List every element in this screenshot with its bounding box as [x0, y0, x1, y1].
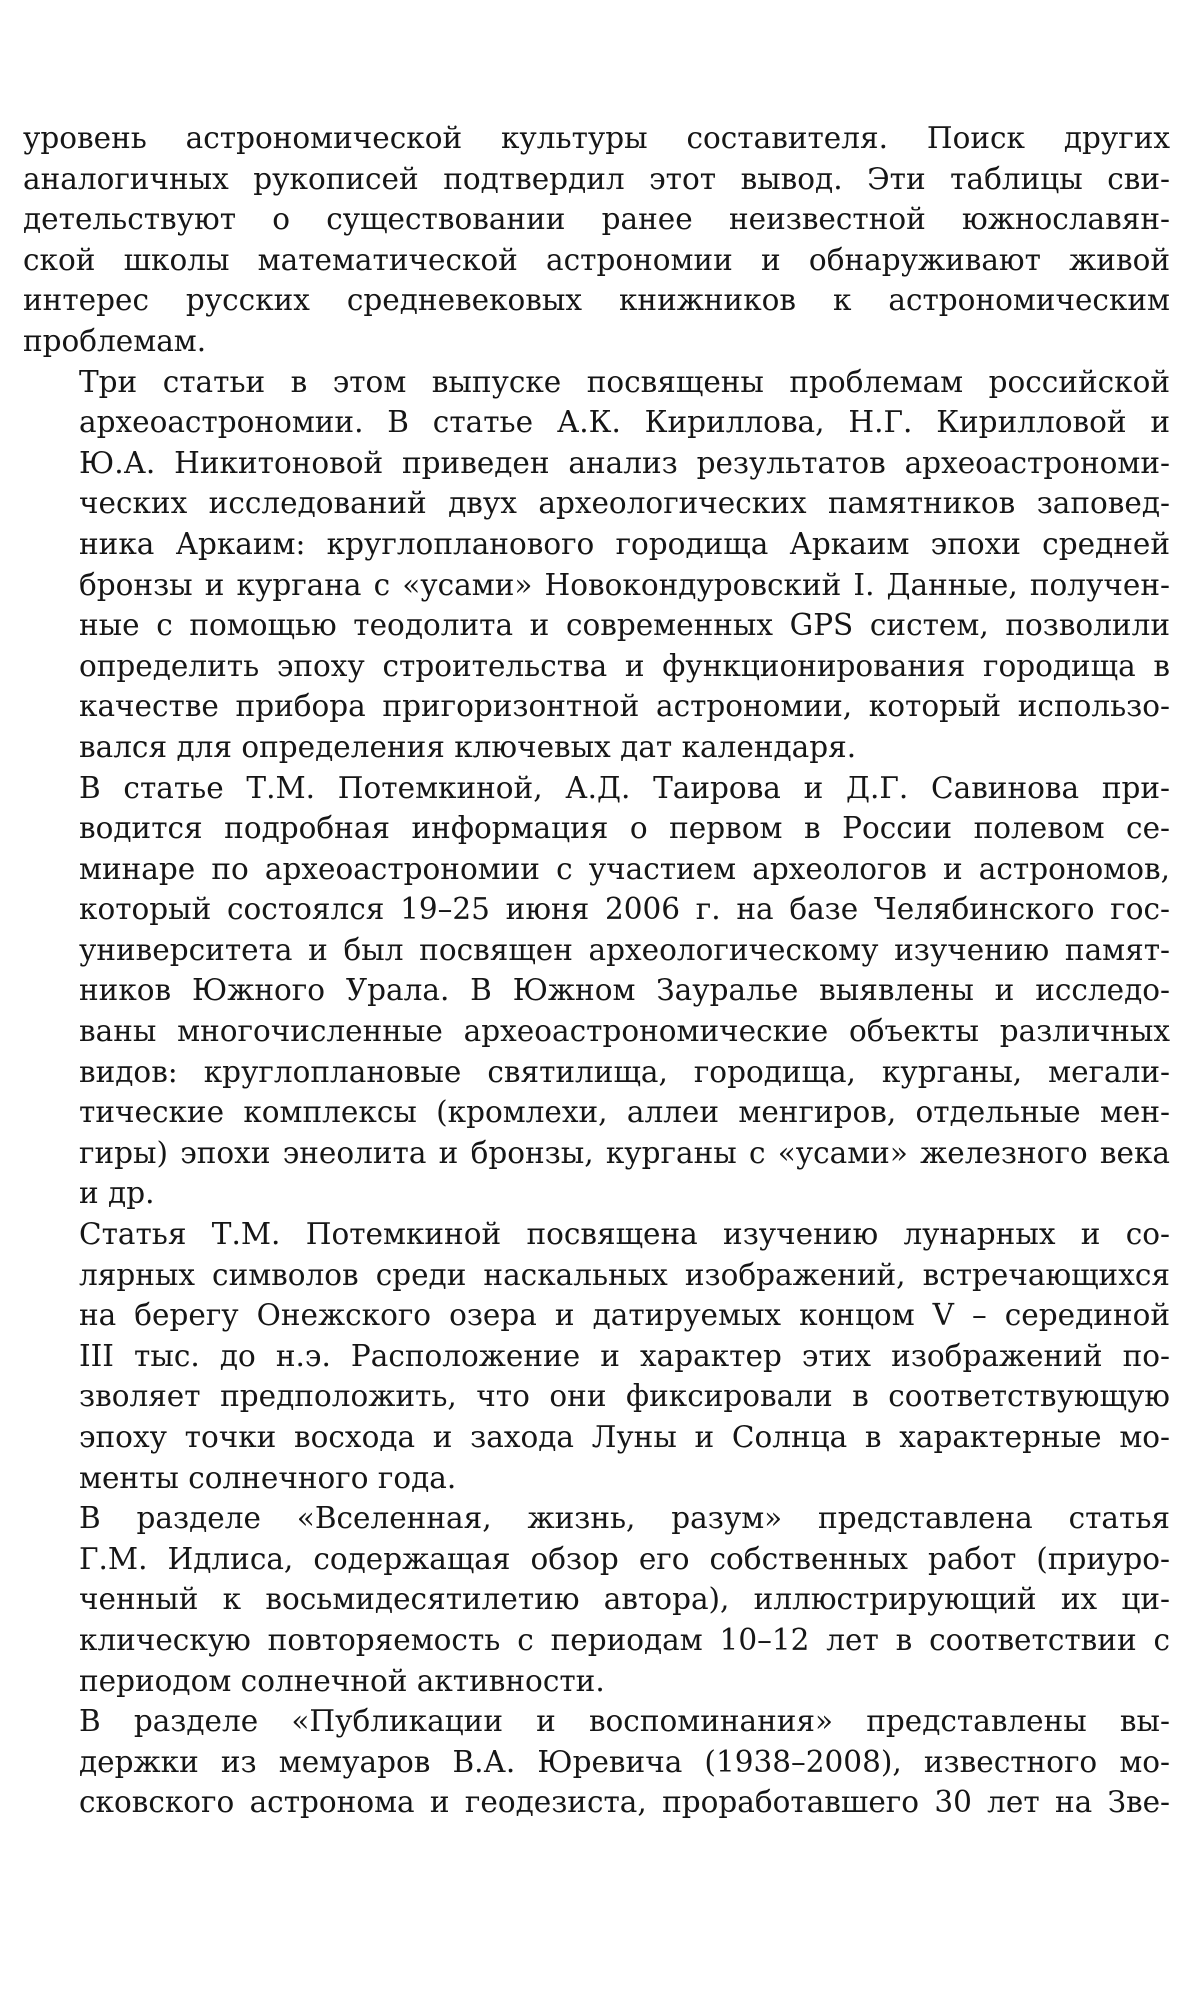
text-line: видов: круглоплановые святилища, городища, курганы, мегали- [79, 1054, 1170, 1089]
text-line: ченный к восьмидесятилетию автора), иллюстрирующий их ци- [79, 1582, 1170, 1617]
text-line: университета и был посвящен археологическому изучению памят- [79, 932, 1170, 967]
paragraph [23, 118, 1170, 362]
text-line: на берегу Онежского озера и датируемых концом V – серединой [79, 1298, 1170, 1333]
text-line: вался для определения ключевых дат календаря. [79, 729, 857, 764]
text-line: ные с помощью теодолита и современных GPS систем, позволили [79, 608, 1170, 643]
text-line: качестве прибора пригоризонтной астрономии, который использо- [79, 689, 1170, 724]
text-line: III тыс. до н.э. Расположение и характер этих изображений по- [79, 1338, 1170, 1373]
paragraph [23, 768, 1170, 1215]
text-line: проблемам. [23, 323, 207, 358]
text-line: ваны многочисленные археоастрономические объекты различных [79, 1014, 1170, 1049]
text-line: Статья Т.М. Потемкиной посвящена изучению лунарных и со- [79, 1217, 1170, 1252]
text-line: уровень астрономической культуры составителя. Поиск других [23, 121, 1170, 155]
text-line: ской школы математической астрономии и обнаруживают живой [23, 242, 1170, 277]
paragraph [23, 1701, 1170, 1823]
text-line: ника Аркаим: круглопланового городища Аркаим эпохи средней [79, 526, 1170, 561]
paragraph [23, 1214, 1170, 1498]
text-line: и др. [79, 1176, 155, 1211]
text-line: лярных символов среди наскальных изображений, встречающихся [79, 1257, 1170, 1292]
text-line: сковского астронома и геодезиста, проработавшего 30 лет на Зве- [79, 1785, 1170, 1820]
text-line: менты солнечного года. [79, 1460, 457, 1495]
text-line: держки из мемуаров В.А. Юревича (1938–2008), известного мо- [79, 1744, 1170, 1779]
text-line: В разделе «Публикации и воспоминания» представлены вы- [79, 1704, 1170, 1739]
text-line: клическую повторяемость с периодам 10–12 лет в соответствии с [79, 1622, 1170, 1657]
text-line: периодом солнечной активности. [79, 1663, 605, 1698]
text-line: В статье Т.М. Потемкиной, А.Д. Таирова и Д.Г. Савинова при- [79, 770, 1170, 805]
text-line: зволяет предположить, что они фиксировали в соответствующую [79, 1379, 1170, 1414]
paragraph [23, 1498, 1170, 1701]
text-line: эпоху точки восхода и захода Луны и Солнца в характерные мо- [79, 1420, 1170, 1454]
text-line: который состоялся 19–25 июня 2006 г. на базе Челябинского гос- [79, 892, 1170, 927]
text-line: бронзы и кургана с «усами» Новокондуровский I. Данные, получен- [79, 567, 1170, 602]
paragraph [23, 362, 1170, 768]
text-line: Г.М. Идлиса, содержащая обзор его собственных работ (приуро- [79, 1541, 1170, 1576]
text-line: археоастрономии. В статье А.К. Кириллова, Н.Г. Кирилловой и [79, 405, 1170, 440]
text-line: Ю.А. Никитоновой приведен анализ результатов археоастрономи- [79, 445, 1170, 480]
text-line: гиры) эпохи энеолита и бронзы, курганы с «усами» железного века [79, 1135, 1170, 1170]
text-line: тические комплексы (кромлехи, аллеи менгиров, отдельные мен- [79, 1095, 1170, 1130]
text-line: ческих исследований двух археологических памятников заповед- [79, 486, 1170, 521]
text-line: ников Южного Урала. В Южном Зауралье выявлены и исследо- [79, 973, 1170, 1008]
text-line: интерес русских средневековых книжников к астрономическим [23, 283, 1170, 318]
text-line: детельствуют о существовании ранее неизвестной южнославян- [23, 202, 1170, 237]
text-line: В разделе «Вселенная, жизнь, разум» представлена статья [79, 1501, 1170, 1536]
text-line: минаре по археоастрономии с участием археологов и астрономов, [79, 851, 1170, 886]
text-line: Три статьи в этом выпуске посвящены проблемам российской [79, 364, 1170, 399]
text-line: водится подробная информация о первом в России полевом се- [79, 811, 1170, 846]
body-text [23, 118, 1170, 1823]
text-line: аналогичных рукописей подтвердил этот вывод. Эти таблицы сви- [23, 161, 1170, 196]
document-page [23, 118, 1170, 1823]
text-line: определить эпоху строительства и функционирования городища в [79, 648, 1170, 683]
